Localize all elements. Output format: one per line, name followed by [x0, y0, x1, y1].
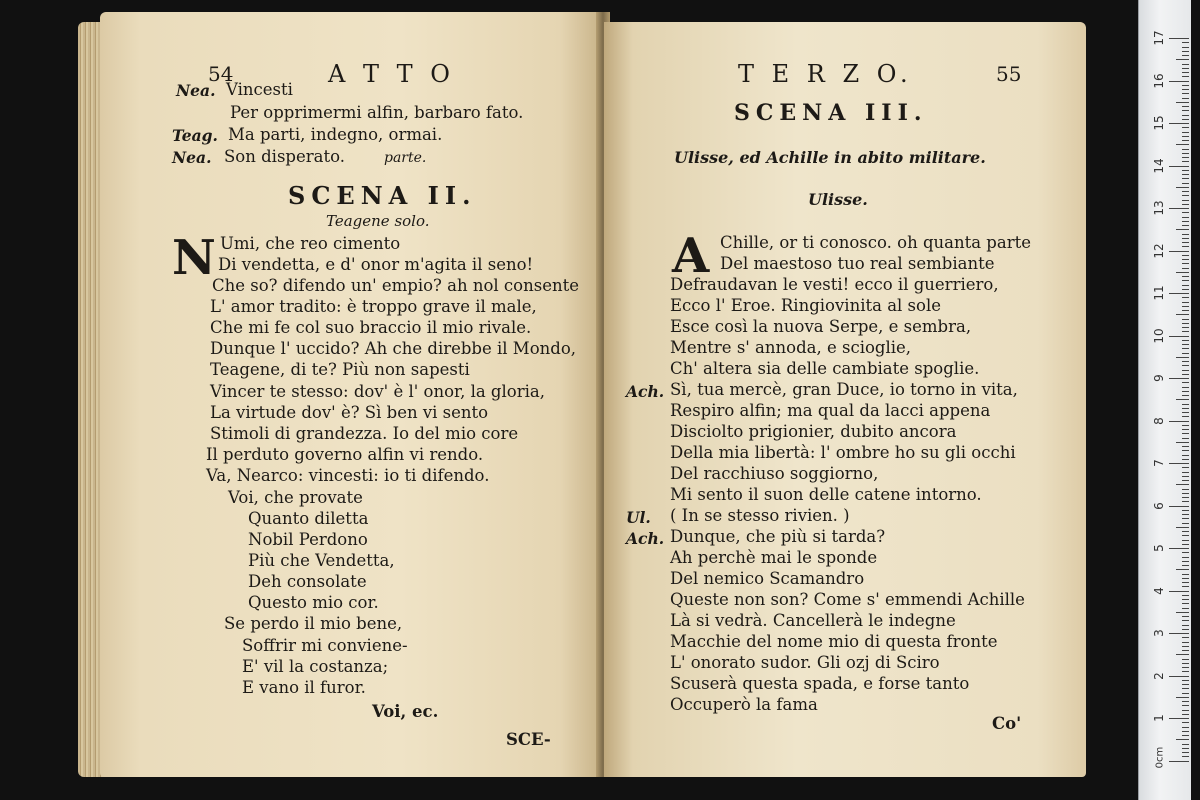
speaker-label: Ul.	[626, 508, 651, 527]
ruler-tick	[1182, 391, 1189, 392]
ruler-tick	[1182, 518, 1189, 519]
ruler-tick	[1169, 506, 1189, 507]
ruler-tick	[1182, 544, 1189, 545]
left-running-head: A T T O	[328, 60, 455, 88]
ruler-tick	[1182, 735, 1189, 736]
speaker-label: Ach.	[626, 382, 665, 401]
ruler-tick	[1182, 365, 1189, 366]
ruler-tick	[1182, 115, 1189, 116]
ruler-tick	[1182, 344, 1189, 345]
ruler-number: 6	[1152, 501, 1166, 510]
ruler-tick	[1169, 378, 1189, 379]
ruler-tick	[1182, 629, 1189, 630]
drop-cap: A	[672, 228, 710, 284]
ruler-tick	[1182, 161, 1189, 162]
first-speaker: Ulisse.	[808, 190, 868, 209]
ruler-number: 17	[1152, 30, 1166, 46]
aria-line: Più che Vendetta,	[248, 551, 395, 570]
ruler-tick	[1176, 569, 1189, 570]
ruler-tick	[1182, 132, 1189, 133]
ruler-tick	[1182, 85, 1189, 86]
ruler-tick	[1182, 446, 1189, 447]
ruler-tick	[1169, 251, 1189, 252]
ruler-tick	[1182, 51, 1189, 52]
ruler-tick	[1182, 217, 1189, 218]
ruler-tick	[1182, 42, 1189, 43]
ruler-tick	[1182, 263, 1189, 264]
ruler-number: 9	[1152, 374, 1166, 382]
ruler-tick	[1182, 68, 1189, 69]
ruler-tick	[1182, 153, 1189, 154]
ruler-number: 13	[1152, 200, 1166, 216]
ruler-tick	[1182, 433, 1189, 434]
verse-line: Defraudavan le vesti! ecco il guerriero,	[670, 275, 999, 294]
ruler-tick	[1182, 756, 1189, 757]
ruler-tick	[1182, 582, 1189, 583]
verse-line: Del maestoso tuo real sembiante	[720, 254, 995, 273]
ruler-tick	[1182, 684, 1189, 685]
ruler-tick	[1182, 501, 1189, 502]
ruler-unit-label: 0cm	[1154, 746, 1166, 769]
ruler-tick	[1182, 370, 1189, 371]
ruler-tick	[1182, 599, 1189, 600]
ruler-tick	[1182, 578, 1189, 579]
ruler-tick	[1169, 123, 1189, 124]
aria-line: E vano il furor.	[242, 678, 366, 697]
ruler-tick	[1182, 221, 1189, 222]
verse-line: Dunque, che più si tarda?	[670, 527, 886, 546]
verse-line: ( In se stesso rivien. )	[670, 506, 850, 525]
da-capo-line: Voi, ec.	[372, 702, 439, 721]
ruler-tick	[1169, 718, 1189, 719]
ruler-tick	[1182, 110, 1189, 111]
ruler-number: 1	[1152, 714, 1166, 722]
ruler-tick	[1182, 663, 1189, 664]
ruler-tick	[1182, 374, 1189, 375]
aria-line: Deh consolate	[248, 572, 367, 591]
ruler-tick	[1176, 442, 1189, 443]
ruler-tick	[1176, 739, 1189, 740]
catchword: SCE-	[506, 730, 551, 749]
verse-line: Della mia libertà: l' ombre ho su gli occhi	[670, 443, 1016, 462]
ruler-tick	[1182, 387, 1189, 388]
ruler-tick	[1182, 671, 1189, 672]
verse-line: Scuserà questa spada, e forse tanto	[670, 674, 970, 693]
ruler-tick	[1176, 102, 1189, 103]
ruler-tick	[1182, 705, 1189, 706]
ruler-tick	[1182, 395, 1189, 396]
ruler-tick	[1182, 98, 1189, 99]
verse-line: Per opprimermi alfin, barbaro fato.	[230, 103, 524, 122]
verse-line: Dunque l' uccido? Ah che direbbe il Mondo,	[210, 339, 576, 358]
aria-line: E' vil la costanza;	[242, 657, 389, 676]
ruler-tick	[1182, 416, 1189, 417]
ruler-tick	[1182, 688, 1189, 689]
aria-line: Nobil Perdono	[248, 530, 368, 549]
verse-line: Macchie del nome mio di questa fronte	[670, 632, 998, 651]
verse-line: Stimoli di grandezza. Io del mio core	[210, 424, 519, 443]
ruler-tick	[1182, 238, 1189, 239]
verse-line: L' amor tradito: è troppo grave il male,	[210, 297, 537, 316]
ruler-tick	[1182, 319, 1189, 320]
right-running-head: T E R Z O.	[738, 60, 913, 88]
ruler-tick	[1182, 191, 1189, 192]
ruler-tick	[1169, 293, 1189, 294]
ruler-tick	[1182, 459, 1189, 460]
speaker-label: Teag.	[172, 126, 218, 145]
ruler-tick	[1182, 510, 1189, 511]
ruler-number: 4	[1152, 586, 1166, 595]
aria-line: Questo mio cor.	[248, 593, 379, 612]
ruler-tick	[1182, 693, 1189, 694]
ruler-tick	[1182, 455, 1189, 456]
ruler-tick	[1182, 450, 1189, 451]
verse-line: Mentre s' annoda, e scioglie,	[670, 338, 912, 357]
ruler-tick	[1182, 625, 1189, 626]
ruler-tick	[1182, 47, 1189, 48]
ruler-tick	[1169, 336, 1189, 337]
ruler-tick	[1182, 514, 1189, 515]
ruler-tick	[1182, 200, 1189, 201]
ruler-tick	[1182, 178, 1189, 179]
verse-line: Ch' altera sia delle cambiate spoglie.	[670, 359, 980, 378]
ruler-tick	[1176, 357, 1189, 358]
ruler-tick	[1182, 76, 1189, 77]
ruler-tick	[1182, 306, 1189, 307]
ruler-tick	[1169, 38, 1189, 39]
ruler-tick	[1182, 523, 1189, 524]
ruler-tick	[1182, 425, 1189, 426]
ruler-tick	[1182, 64, 1189, 65]
verse-line: Queste non son? Come s' emmendi Achille	[670, 590, 1025, 609]
ruler-tick	[1182, 340, 1189, 341]
ruler-number: 14	[1152, 157, 1166, 174]
ruler-number: 15	[1152, 115, 1166, 131]
ruler-tick	[1182, 429, 1189, 430]
ruler-tick	[1182, 472, 1189, 473]
scene-title: SCENA III.	[734, 100, 928, 126]
verse-line: Respiro alfin; ma qual da lacci appena	[670, 401, 991, 420]
scene-persons: Ulisse, ed Achille in abito militare.	[674, 148, 986, 167]
ruler-tick	[1182, 157, 1189, 158]
ruler-tick	[1182, 616, 1189, 617]
ruler-tick	[1176, 187, 1189, 188]
right-page	[604, 22, 1086, 777]
ruler-tick	[1176, 612, 1189, 613]
ruler-tick	[1182, 752, 1189, 753]
verse-line: Del racchiuso soggiorno,	[670, 464, 879, 483]
aria-line: Se perdo il mio bene,	[224, 614, 403, 633]
ruler-tick	[1169, 633, 1189, 634]
ruler-tick	[1182, 195, 1189, 196]
ruler-tick	[1182, 408, 1189, 409]
speaker-label: Nea.	[176, 81, 216, 100]
ruler-tick	[1182, 310, 1189, 311]
verse-line: Chille, or ti conosco. oh quanta parte	[720, 233, 1031, 252]
verse-line: Umi, che reo cimento	[220, 234, 401, 253]
ruler-tick	[1176, 654, 1189, 655]
ruler-tick	[1182, 382, 1189, 383]
speaker-label: Nea.	[172, 148, 212, 167]
catchword: Co'	[992, 714, 1022, 733]
ruler-tick	[1182, 89, 1189, 90]
ruler-tick	[1182, 297, 1189, 298]
ruler-tick	[1182, 55, 1189, 56]
ruler-tick	[1176, 314, 1189, 315]
verse-line: Là si vedrà. Cancellerà le indegne	[670, 611, 956, 630]
ruler-tick	[1182, 268, 1189, 269]
ruler-tick	[1182, 276, 1189, 277]
ruler-tick	[1169, 548, 1189, 549]
ruler-tick	[1182, 489, 1189, 490]
ruler-tick	[1169, 761, 1189, 762]
ruler-tick	[1182, 710, 1189, 711]
ruler-tick	[1182, 561, 1189, 562]
ruler-tick	[1182, 531, 1189, 532]
ruler-tick	[1182, 552, 1189, 553]
ruler-tick	[1182, 289, 1189, 290]
ruler-tick	[1182, 680, 1189, 681]
ruler-tick	[1182, 467, 1189, 468]
ruler-tick	[1176, 59, 1189, 60]
ruler-tick	[1182, 136, 1189, 137]
ruler-tick	[1182, 493, 1189, 494]
ruler-tick	[1169, 208, 1189, 209]
ruler-tick	[1182, 212, 1189, 213]
ruler-tick	[1182, 667, 1189, 668]
ruler-number: 3	[1152, 629, 1166, 637]
ruler-tick	[1169, 463, 1189, 464]
ruler-tick	[1182, 327, 1189, 328]
ruler-tick	[1182, 412, 1189, 413]
ruler-tick	[1182, 650, 1189, 651]
ruler-tick	[1182, 480, 1189, 481]
ruler-tick	[1176, 229, 1189, 230]
ruler-tick	[1182, 331, 1189, 332]
ruler-tick	[1182, 659, 1189, 660]
verse-line: Ecco l' Eroe. Ringiovinita al sole	[670, 296, 942, 315]
ruler-tick	[1182, 242, 1189, 243]
ruler-number: 10	[1152, 327, 1166, 344]
ruler-tick	[1182, 119, 1189, 120]
ruler-tick	[1169, 81, 1189, 82]
ruler-tick	[1182, 731, 1189, 732]
ruler-tick	[1182, 170, 1189, 171]
verse-line: Vincesti	[226, 80, 293, 99]
ruler-tick	[1182, 149, 1189, 150]
ruler-tick	[1182, 535, 1189, 536]
ruler-number: 11	[1152, 285, 1166, 301]
ruler-tick	[1176, 144, 1189, 145]
ruler-tick	[1169, 166, 1189, 167]
ruler-tick	[1182, 246, 1189, 247]
ruler-tick	[1169, 421, 1189, 422]
ruler-tick	[1169, 591, 1189, 592]
ruler-tick	[1182, 323, 1189, 324]
verse-line: Che so? difendo un' empio? ah nol consente	[212, 276, 579, 295]
ruler-tick	[1182, 595, 1189, 596]
ruler-tick	[1182, 744, 1189, 745]
ruler-tick	[1182, 361, 1189, 362]
verse-line: Vincer te stesso: dov' è l' onor, la gloria,	[210, 382, 545, 401]
verse-line: La virtude dov' è? Sì ben vi sento	[210, 403, 489, 422]
ruler-tick	[1182, 540, 1189, 541]
verse-line: Il perduto governo alfin vi rendo.	[206, 445, 484, 464]
ruler-tick	[1182, 603, 1189, 604]
ruler-number: 12	[1152, 242, 1166, 259]
verse-line: Ma parti, indegno, ormai.	[228, 125, 443, 144]
ruler-tick	[1176, 272, 1189, 273]
ruler-number: 2	[1152, 671, 1166, 680]
verse-line: Son disperato.	[224, 147, 345, 166]
ruler-tick	[1182, 348, 1189, 349]
verse-line: Teagene, di te? Più non sapesti	[210, 360, 470, 379]
verse-line: Del nemico Scamandro	[670, 569, 865, 588]
ruler-tick	[1182, 557, 1189, 558]
scene-title: SCENA II.	[288, 181, 477, 210]
ruler-number: 7	[1152, 459, 1166, 467]
ruler-tick	[1182, 127, 1189, 128]
scene-persons: Teagene solo.	[326, 212, 430, 230]
ruler-tick	[1176, 527, 1189, 528]
ruler-tick	[1182, 183, 1189, 184]
ruler-tick	[1182, 404, 1189, 405]
ruler-tick	[1169, 676, 1189, 677]
ruler-tick	[1182, 586, 1189, 587]
ruler-tick	[1182, 280, 1189, 281]
ruler-tick	[1182, 608, 1189, 609]
ruler-tick	[1182, 204, 1189, 205]
ruler-number: 8	[1152, 416, 1166, 425]
left-page	[100, 12, 600, 777]
ruler-tick	[1182, 701, 1189, 702]
ruler-tick	[1182, 646, 1189, 647]
ruler-tick	[1182, 620, 1189, 621]
ruler-tick	[1182, 727, 1189, 728]
ruler-tick	[1182, 93, 1189, 94]
aria-line: Voi, che provate	[228, 488, 363, 507]
ruler-tick	[1182, 72, 1189, 73]
left-page-number: 54	[208, 62, 234, 86]
right-page-number: 55	[996, 62, 1022, 86]
verse-line: Ah perchè mai le sponde	[670, 548, 878, 567]
ruler-tick	[1182, 565, 1189, 566]
ruler-tick	[1182, 302, 1189, 303]
ruler-tick	[1176, 484, 1189, 485]
verse-line: Disciolto prigionier, dubito ancora	[670, 422, 957, 441]
ruler-tick	[1182, 642, 1189, 643]
ruler-tick	[1182, 438, 1189, 439]
ruler-tick	[1182, 106, 1189, 107]
ruler-tick	[1182, 140, 1189, 141]
ruler-tick	[1182, 748, 1189, 749]
speaker-label: Ach.	[626, 529, 665, 548]
ruler-tick	[1176, 697, 1189, 698]
verse-line: Mi sento il suon delle catene intorno.	[670, 485, 982, 504]
verse-line: L' onorato sudor. Gli ozj di Sciro	[670, 653, 940, 672]
ruler-tick	[1182, 722, 1189, 723]
ruler-tick	[1182, 574, 1189, 575]
ruler-tick	[1182, 497, 1189, 498]
measuring-ruler	[1138, 0, 1191, 800]
ruler-tick	[1176, 399, 1189, 400]
aria-line: Soffrir mi conviene-	[242, 636, 408, 655]
stage-direction: parte.	[384, 150, 427, 166]
verse-line: Va, Nearco: vincesti: io ti difendo.	[206, 466, 490, 485]
ruler-number: 5	[1152, 544, 1166, 552]
ruler-tick	[1182, 255, 1189, 256]
ruler-tick	[1182, 259, 1189, 260]
ruler-tick	[1182, 637, 1189, 638]
ruler-tick	[1182, 174, 1189, 175]
ruler-number: 16	[1152, 72, 1166, 89]
aria-line: Quanto diletta	[248, 509, 369, 528]
ruler-tick	[1182, 714, 1189, 715]
verse-line: Esce così la nuova Serpe, e sembra,	[670, 317, 972, 336]
ruler-tick	[1182, 225, 1189, 226]
ruler-tick	[1182, 353, 1189, 354]
ruler-tick	[1182, 234, 1189, 235]
verse-line: Occuperò la fama	[670, 695, 818, 714]
drop-cap: N	[172, 230, 216, 286]
verse-line: Di vendetta, e d' onor m'agita il seno!	[218, 255, 534, 274]
ruler-tick	[1182, 285, 1189, 286]
verse-line: Che mi fe col suo braccio il mio rivale.	[210, 318, 532, 337]
ruler-tick	[1182, 476, 1189, 477]
verse-line: Sì, tua mercè, gran Duce, io torno in vita,	[670, 380, 1018, 399]
